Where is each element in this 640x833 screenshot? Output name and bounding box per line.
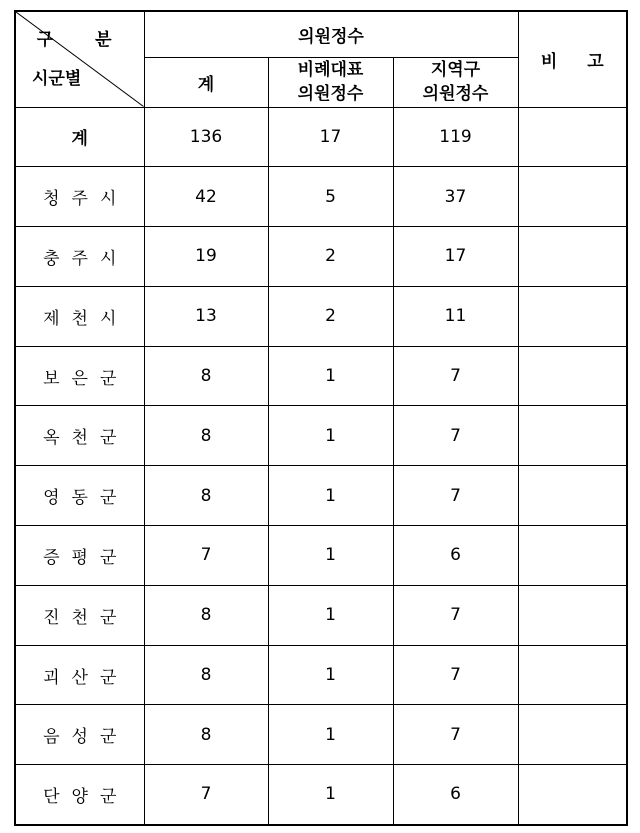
quota-total: 7 bbox=[144, 765, 268, 825]
quota-district: 11 bbox=[393, 286, 518, 346]
table-row bbox=[15, 526, 627, 586]
municipality-name: 보은군 bbox=[15, 346, 144, 406]
total-label: 계 bbox=[15, 107, 144, 167]
quota-total: 42 bbox=[144, 167, 268, 227]
quota-total: 8 bbox=[144, 466, 268, 526]
municipality-name: 충주시 bbox=[15, 227, 144, 287]
remark-cell bbox=[518, 765, 627, 825]
quota-total: 19 bbox=[144, 227, 268, 287]
total-district: 119 bbox=[393, 107, 518, 167]
group-header-quota: 의원정수 bbox=[144, 11, 518, 57]
diagonal-header-cell bbox=[15, 11, 144, 107]
quota-total: 8 bbox=[144, 585, 268, 645]
municipality-name: 증평군 bbox=[15, 526, 144, 586]
table-row bbox=[15, 406, 627, 466]
table-row bbox=[15, 645, 627, 705]
quota-pr: 1 bbox=[268, 346, 393, 406]
remark-cell bbox=[518, 346, 627, 406]
remark-cell bbox=[518, 466, 627, 526]
quota-total: 8 bbox=[144, 645, 268, 705]
col-total-header: 계 bbox=[144, 57, 268, 107]
remark-cell bbox=[518, 167, 627, 227]
total-remark bbox=[518, 107, 627, 167]
quota-pr: 1 bbox=[268, 406, 393, 466]
table-row bbox=[15, 286, 627, 346]
diag-top-label: 구 분 bbox=[36, 30, 130, 50]
quota-pr: 2 bbox=[268, 286, 393, 346]
total-row bbox=[15, 107, 627, 167]
municipality-name: 영동군 bbox=[15, 466, 144, 526]
col-pr-header bbox=[268, 57, 393, 107]
quota-district: 17 bbox=[393, 227, 518, 287]
remark-cell bbox=[518, 526, 627, 586]
remark-header: 비 고 bbox=[518, 11, 627, 107]
quota-district: 7 bbox=[393, 466, 518, 526]
municipality-name: 진천군 bbox=[15, 585, 144, 645]
col-district-header-line1: 지역구 bbox=[430, 60, 481, 80]
quota-pr: 1 bbox=[268, 645, 393, 705]
quota-pr: 1 bbox=[268, 765, 393, 825]
table-row bbox=[15, 167, 627, 227]
quota-total: 8 bbox=[144, 346, 268, 406]
quota-pr: 5 bbox=[268, 167, 393, 227]
municipality-rows bbox=[15, 167, 627, 825]
diag-bottom-label: 시군별 bbox=[32, 69, 82, 89]
quota-pr: 1 bbox=[268, 466, 393, 526]
municipality-name: 청주시 bbox=[15, 167, 144, 227]
quota-total: 8 bbox=[144, 406, 268, 466]
quota-district: 37 bbox=[393, 167, 518, 227]
municipality-name: 음성군 bbox=[15, 705, 144, 765]
quota-district: 7 bbox=[393, 585, 518, 645]
col-pr-header-line1: 비례대표 bbox=[297, 60, 364, 80]
table-row bbox=[15, 585, 627, 645]
quota-district: 7 bbox=[393, 346, 518, 406]
quota-district: 6 bbox=[393, 765, 518, 825]
quota-pr: 1 bbox=[268, 705, 393, 765]
remark-cell bbox=[518, 286, 627, 346]
remark-cell bbox=[518, 705, 627, 765]
total-pr: 17 bbox=[268, 107, 393, 167]
quota-district: 7 bbox=[393, 406, 518, 466]
quota-district: 7 bbox=[393, 705, 518, 765]
quota-district: 7 bbox=[393, 645, 518, 705]
municipality-name: 옥천군 bbox=[15, 406, 144, 466]
remark-cell bbox=[518, 585, 627, 645]
quota-district: 6 bbox=[393, 526, 518, 586]
municipality-name: 괴산군 bbox=[15, 645, 144, 705]
quota-pr: 1 bbox=[268, 585, 393, 645]
municipality-name: 단양군 bbox=[15, 765, 144, 825]
quota-total: 7 bbox=[144, 526, 268, 586]
table-row bbox=[15, 466, 627, 526]
quota-total: 13 bbox=[144, 286, 268, 346]
municipality-name: 제천시 bbox=[15, 286, 144, 346]
col-district-header bbox=[393, 57, 518, 107]
table-row bbox=[15, 346, 627, 406]
col-district-header-line2: 의원정수 bbox=[422, 84, 489, 104]
remark-cell bbox=[518, 645, 627, 705]
quota-pr: 1 bbox=[268, 526, 393, 586]
col-pr-header-line2: 의원정수 bbox=[297, 84, 364, 104]
remark-cell bbox=[518, 406, 627, 466]
table-row bbox=[15, 227, 627, 287]
quota-pr: 2 bbox=[268, 227, 393, 287]
table-row bbox=[15, 765, 627, 825]
table-row bbox=[15, 705, 627, 765]
council-quota-table bbox=[14, 10, 628, 826]
remark-cell bbox=[518, 227, 627, 287]
total-sum: 136 bbox=[144, 107, 268, 167]
quota-total: 8 bbox=[144, 705, 268, 765]
header-row-top bbox=[15, 11, 627, 57]
